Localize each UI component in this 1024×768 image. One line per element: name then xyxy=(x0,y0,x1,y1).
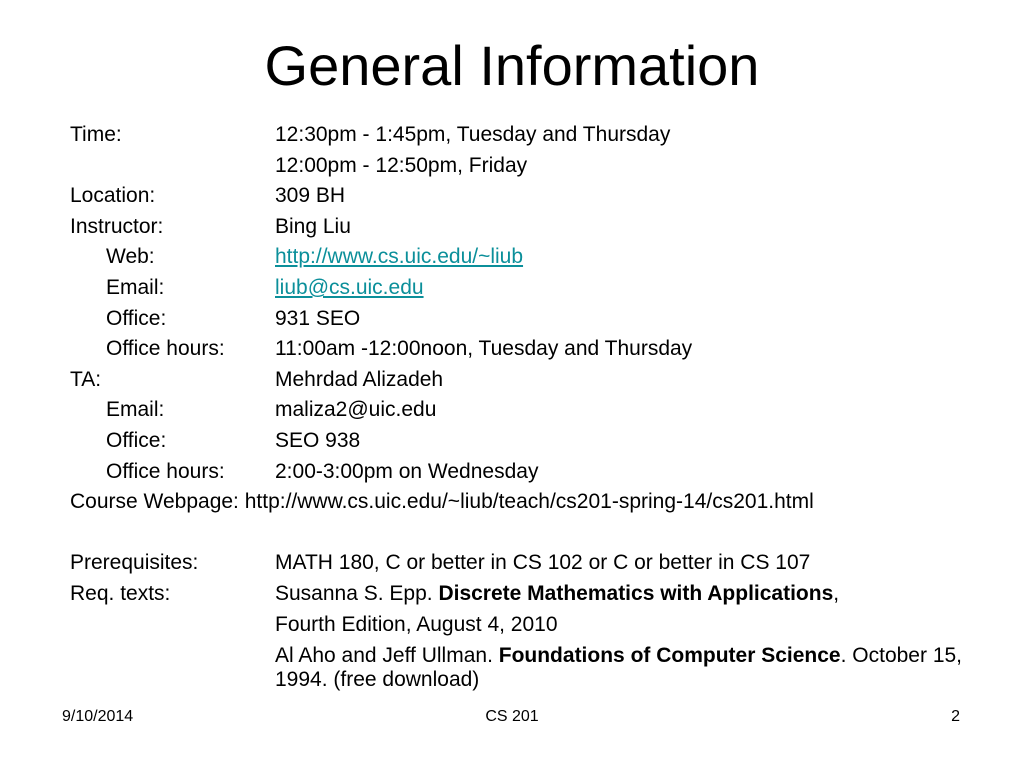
instructor-hours-label: Office hours: xyxy=(106,337,225,361)
time-row-2 xyxy=(70,151,1000,182)
footer-date: 9/10/2014 xyxy=(62,708,134,725)
prerequisites-value: MATH 180, C or better in CS 102 or C or better in CS 107 xyxy=(275,551,811,575)
ta-hours-label: Office hours: xyxy=(106,459,225,483)
ta-office-row xyxy=(70,426,1000,457)
instructor-email-row xyxy=(70,273,1000,304)
instructor-web-link[interactable]: http://www.cs.uic.edu/~liub xyxy=(275,245,524,269)
time-row xyxy=(70,120,1000,151)
instructor-value: Bing Liu xyxy=(275,214,351,238)
instructor-office-label: Office: xyxy=(106,306,167,330)
footer-course: CS 201 xyxy=(485,708,539,725)
book1-edition-row xyxy=(70,610,1000,641)
book2-title: Foundations of Computer Science xyxy=(498,644,841,668)
ta-hours-value: 2:00-3:00pm on Wednesday xyxy=(275,459,539,483)
prerequisites-row xyxy=(70,548,1000,579)
ta-email-value: maliza2@uic.edu xyxy=(275,398,437,422)
location-row xyxy=(70,181,1000,212)
time-label: Time: xyxy=(70,123,122,146)
texts-row xyxy=(70,579,1000,610)
ta-hours-row xyxy=(70,457,1000,488)
instructor-web-row xyxy=(70,242,1000,273)
course-webpage-text: Course Webpage: http://www.cs.uic.edu/~liub/teach/cs201-spring-14/cs201.html xyxy=(70,490,814,514)
instructor-email-label: Email: xyxy=(106,275,165,299)
instructor-label: Instructor: xyxy=(70,214,164,238)
ta-value: Mehrdad Alizadeh xyxy=(275,367,444,391)
book2-after: . October 15, 1994. (free download) xyxy=(275,644,963,692)
instructor-hours-row xyxy=(70,334,1000,365)
book2 xyxy=(275,644,995,692)
info-list xyxy=(70,120,1000,698)
book1 xyxy=(275,579,839,610)
instructor-web-label: Web: xyxy=(106,245,155,269)
book1-title: Discrete Mathematics with Applications xyxy=(438,581,834,605)
ta-email-row xyxy=(70,395,1000,426)
ta-label: TA: xyxy=(70,367,102,391)
instructor-email-link[interactable]: liub@cs.uic.edu xyxy=(275,275,424,299)
location-value: 309 BH xyxy=(275,184,346,208)
texts-label: Req. texts: xyxy=(70,581,171,605)
instructor-office-value: 931 SEO xyxy=(275,306,361,330)
book2-row xyxy=(70,640,1000,698)
ta-office-label: Office: xyxy=(106,428,167,452)
ta-row xyxy=(70,365,1000,396)
ta-office-value: SEO 938 xyxy=(275,428,361,452)
book1-after: , xyxy=(833,581,840,605)
ta-email-label: Email: xyxy=(106,398,165,422)
slide-title: General Information xyxy=(264,34,760,97)
spacer xyxy=(70,518,1000,549)
instructor-row xyxy=(70,212,1000,243)
time-value-2: 12:00pm - 12:50pm, Friday xyxy=(275,153,528,177)
location-label: Location: xyxy=(70,184,156,208)
instructor-office-row xyxy=(70,304,1000,335)
book1-author: Susanna S. Epp. xyxy=(275,581,439,605)
prerequisites-label: Prerequisites: xyxy=(70,551,199,575)
instructor-hours-value: 11:00am -12:00noon, Tuesday and Thursday xyxy=(275,337,693,361)
book1-edition: Fourth Edition, August 4, 2010 xyxy=(275,612,558,636)
slide-number: 2 xyxy=(951,708,960,725)
course-webpage-row xyxy=(70,487,1000,518)
time-value-1: 12:30pm - 1:45pm, Tuesday and Thursday xyxy=(275,123,671,146)
book2-author: Al Aho and Jeff Ullman. xyxy=(275,644,499,668)
